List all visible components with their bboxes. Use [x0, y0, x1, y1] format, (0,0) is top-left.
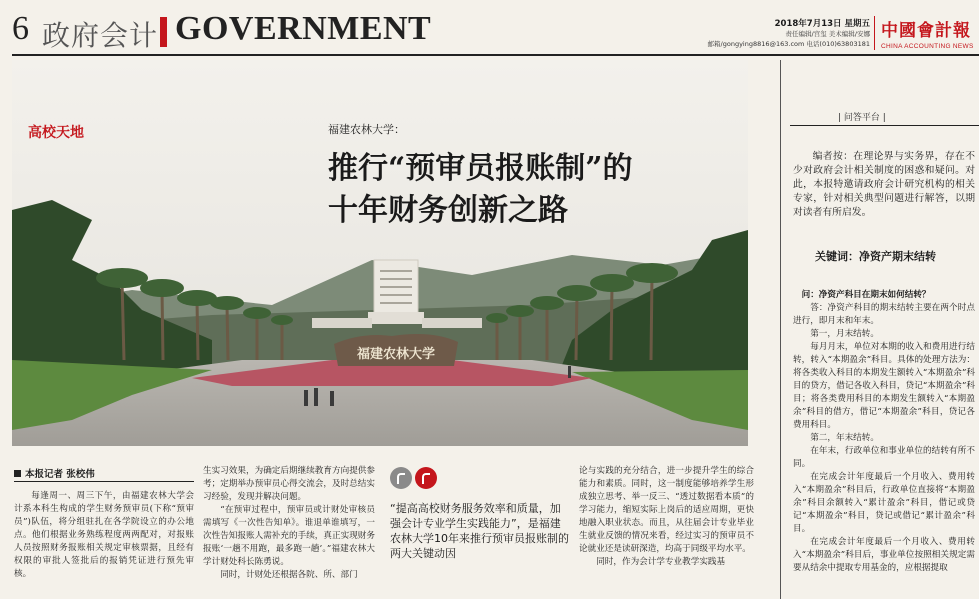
article-paragraph: 论与实践的充分结合，进一步提升学生的综合能力和素质。同时，这一制度能够培养学生形成独立思考、举一反三、“透过数据看本质”的学习能力，缩短实际上岗后的适应周期，更快地融入职业状态。而且，从往届会计专业毕业生就业反馈的情况来看，经过实习的预审员不论就业还是读研深造，均高于同级平均水平。 — [579, 466, 754, 554]
qa-answer-paragraph: 在年末，行政单位和事业单位的结转有所不同。 — [793, 446, 975, 469]
article-column-2 — [203, 465, 375, 582]
qa-header-rule — [790, 125, 979, 126]
contact-line: 邮箱/gongying8816@163.com 电话(010)63803181 — [707, 40, 870, 48]
page-number: 6 — [12, 10, 29, 47]
byline-square-icon — [14, 470, 21, 477]
campus-illustration — [12, 60, 748, 446]
qa-body — [793, 289, 975, 575]
newspaper-logo — [874, 16, 979, 50]
headline-line-2: 十年财务创新之路 — [328, 193, 568, 228]
qa-answer-paragraph: 每月月末，单位对本期的收入和费用进行结转，转入“本期盈余”科目。具体的处理方法为：将各类收入科目的本期发生额转入“本期盈余”科目的贷方，借记各收入科目，贷记“本期盈余”科目；将各类费用科目的本期发生额转入“本期盈余”科目的借方，借记“本期盈余”科目，贷记各费用科目。 — [793, 342, 975, 430]
article-column-4 — [579, 465, 754, 569]
article-paragraph: 同时，作为会计学专业教学实践基 — [596, 557, 726, 567]
quote-mark-gray-icon — [390, 467, 412, 489]
pull-quote — [390, 467, 570, 561]
quote-marks — [390, 467, 570, 493]
section-title-cn: 政府会计 — [42, 19, 159, 52]
qa-answer-paragraph: 在完成会计年度最后一个月收入、费用转入“本期盈余”科目后，事业单位按照相关规定需要从结余中提取专用基金的，应根据提取 — [793, 537, 975, 573]
qa-answer-paragraph: 第二，年末结转。 — [810, 433, 879, 443]
issue-meta — [700, 19, 870, 49]
article-column-1 — [14, 490, 194, 581]
qa-keyword: 关键词：净资产期末结转 — [815, 250, 936, 263]
pull-quote-text: “提高高校财务服务效率和质量，加强会计专业学生实践能力”，是福建农林大学10年来推行预审员报账制的两大关键动因 — [390, 502, 569, 560]
qa-answer-paragraph: 答：净资产科目的期末结转主要在两个时点进行，即月末和年末。 — [793, 303, 975, 326]
byline-rule — [14, 481, 194, 482]
column-tag: 高校天地 — [28, 125, 84, 141]
editor-note-text: 编者按：在理论界与实务界，存在不少对政府会计相关制度的困惑和疑问。对此，本报特邀请政府会计研究机构的相关专家，针对相关典型问题进行解答，以期对读者有所启发。 — [793, 151, 975, 218]
byline — [14, 466, 95, 480]
campus-sign-text: 福建农林大学 — [356, 347, 436, 362]
article-paragraph: 同时，计财处还根据各院、所、部门 — [220, 570, 358, 580]
masthead — [0, 0, 979, 56]
campus-photo — [12, 60, 748, 446]
article-paragraph: 生实习效果，为确定后期继续教育方向提供参考；定期举办预审员心得交流会，及时总结实习经验，发现并解决问题。 — [203, 466, 375, 502]
qa-question: 问：净资产科目在期末如何结转？ — [801, 290, 931, 300]
byline-text: 本报记者 张校伟 — [25, 469, 95, 480]
headline-line-1: 推行“预审员报账制”的 — [328, 151, 633, 186]
qa-answer-paragraph: 第一，月末结转。 — [810, 329, 879, 339]
article-paragraph: “在预审过程中，预审员或计财处审核员需填写《一次性告知单》。谁退单谁填写，一次性告知报账人需补充的手续，真正实现财务报账‘一趟不用跑，最多跑一趟’。”福建农林大学计财处科长陈勇说。 — [203, 505, 375, 567]
column-divider — [780, 60, 781, 599]
headline-kicker: 福建农林大学： — [328, 123, 405, 136]
headline — [328, 148, 728, 232]
qa-answer-paragraph: 在完成会计年度最后一个月收入、费用转入“本期盈余”科目后，行政单位直接将“本期盈余”科目余额转入“累计盈余”科目，借记或贷记“本期盈余”科目，贷记或借记“累计盈余”科目。 — [793, 472, 975, 534]
section-divider — [160, 17, 167, 47]
editors-line: 责任编辑/宫玺 美术编辑/安娜 — [785, 30, 870, 38]
brand-name-en: CHINA ACCOUNTING NEWS — [881, 43, 974, 50]
masthead-rule — [12, 54, 979, 56]
qa-section-header: | 问答平台 | — [838, 113, 886, 123]
editor-note — [793, 150, 975, 220]
issue-date: 2018年7月13日 星期五 — [774, 19, 870, 29]
article-paragraph: 每逢周一、周三下午，由福建农林大学会计系本科生构成的学生财务预审员(下称“预审员”)队伍，将分组驻扎在各学院设立的办公地点。他们根据业务熟练程度两两配对，对报账人员按照财务报账相关规定审核票据，且经有权限的审批人签批后的报销凭证进行预先审核。 — [14, 491, 194, 579]
section-title-en: GOVERNMENT — [175, 10, 432, 47]
brand-name-cn: 中國會計報 — [881, 21, 971, 41]
quote-mark-red-icon — [415, 467, 437, 489]
